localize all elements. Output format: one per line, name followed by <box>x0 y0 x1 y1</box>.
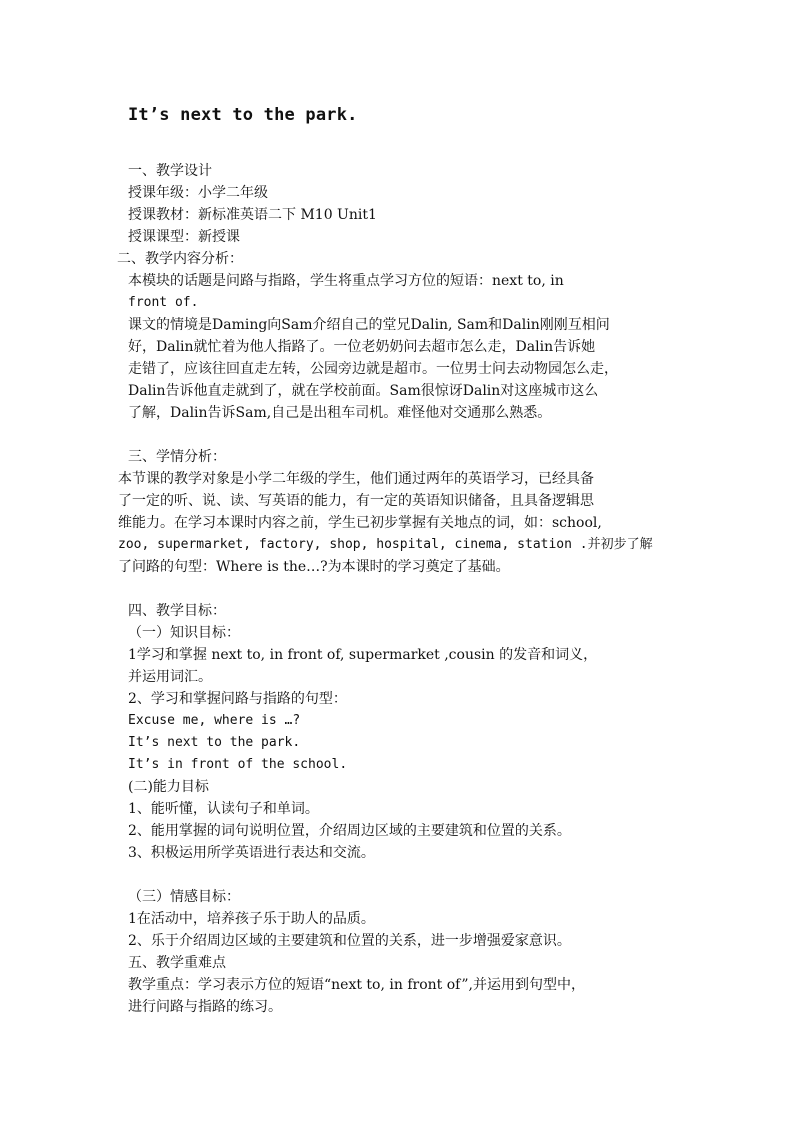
goal-line: 3、积极运用所学英语进行表达和交流。 <box>128 845 375 861</box>
textbook-line: 授课教材：新标准英语二下 M10 Unit1 <box>128 207 377 223</box>
goal-line: 2、能用掌握的词句说明位置，介绍周边区域的主要建筑和位置的关系。 <box>128 823 571 839</box>
paragraph-line: 教学重点：学习表示方位的短语“next to, in front of”,并运用到句型中， <box>128 977 585 993</box>
goal-line: 1学习和掌握 next to, in front of, supermarket ,cousin 的发音和词义， <box>128 647 598 663</box>
heading-key-points: 五、教学重难点 <box>128 955 226 971</box>
grade-line: 授课年级：小学二年级 <box>128 185 268 201</box>
goal-line: 1、能听懂，认读句子和单词。 <box>128 801 319 817</box>
heading-teaching-goals: 四、教学目标： <box>128 603 226 619</box>
page-title: It’s next to the park. <box>128 105 358 125</box>
heading-teaching-design: 一、教学设计 <box>128 163 212 179</box>
paragraph-line: 好，Dalin就忙着为他人指路了。一位老奶奶问去超市怎么走，Dalin告诉她 <box>128 339 596 355</box>
goal-line: 2、学习和掌握问路与指路的句型： <box>128 691 347 707</box>
subheading-knowledge-goals: （一）知识目标： <box>128 625 240 641</box>
sentence-pattern-line: It’s next to the park. <box>128 735 301 750</box>
paragraph-line: Dalin告诉他直走就到了，就在学校前面。Sam很惊讶Dalin对这座城市这么 <box>128 383 599 399</box>
paragraph-line: 走错了，应该往回直走左转，公园旁边就是超市。一位男士问去动物园怎么走， <box>128 361 618 377</box>
paragraph-line: 了一定的听、说、读、写英语的能力，有一定的英语知识储备，且具备逻辑思 <box>118 493 594 509</box>
lesson-type-line: 授课课型：新授课 <box>128 229 240 245</box>
subheading-ability-goals: (二)能力目标 <box>128 779 209 795</box>
goal-line: 并运用词汇。 <box>128 669 212 685</box>
paragraph-line: 本节课的教学对象是小学二年级的学生，他们通过两年的英语学习，已经具备 <box>118 471 594 487</box>
heading-learner-analysis: 三、学情分析： <box>128 449 226 465</box>
paragraph-line: 本模块的话题是问路与指路，学生将重点学习方位的短语：next to, in <box>128 273 564 289</box>
paragraph-line: zoo, supermarket, factory, shop, hospital, cinema, station .并初步了解 <box>118 537 653 552</box>
paragraph-line: 了解，Dalin告诉Sam,自己是出租车司机。难怪他对交通那么熟悉。 <box>128 405 552 421</box>
sentence-pattern-line: Excuse me, where is …? <box>128 713 301 728</box>
paragraph-line: 维能力。在学习本课时内容之前，学生已初步掌握有关地点的词，如：school, <box>118 515 602 531</box>
paragraph-line: 了问路的句型：Where is the…?为本课时的学习奠定了基础。 <box>118 559 510 575</box>
paragraph-line: 课文的情境是Daming向Sam介绍自己的堂兄Dalin, Sam和Dalin刚刚互相问 <box>128 317 610 333</box>
goal-line: 2、乐于介绍周边区域的主要建筑和位置的关系，进一步增强爱家意识。 <box>128 933 571 949</box>
paragraph-line: 进行问路与指路的练习。 <box>128 999 282 1015</box>
subheading-emotional-goals: （三）情感目标： <box>128 889 240 905</box>
sentence-pattern-line: It’s in front of the school. <box>128 757 348 772</box>
goal-line: 1在活动中，培养孩子乐于助人的品质。 <box>128 911 375 927</box>
paragraph-line: front of. <box>128 295 199 310</box>
heading-content-analysis: 二、教学内容分析： <box>117 251 243 267</box>
